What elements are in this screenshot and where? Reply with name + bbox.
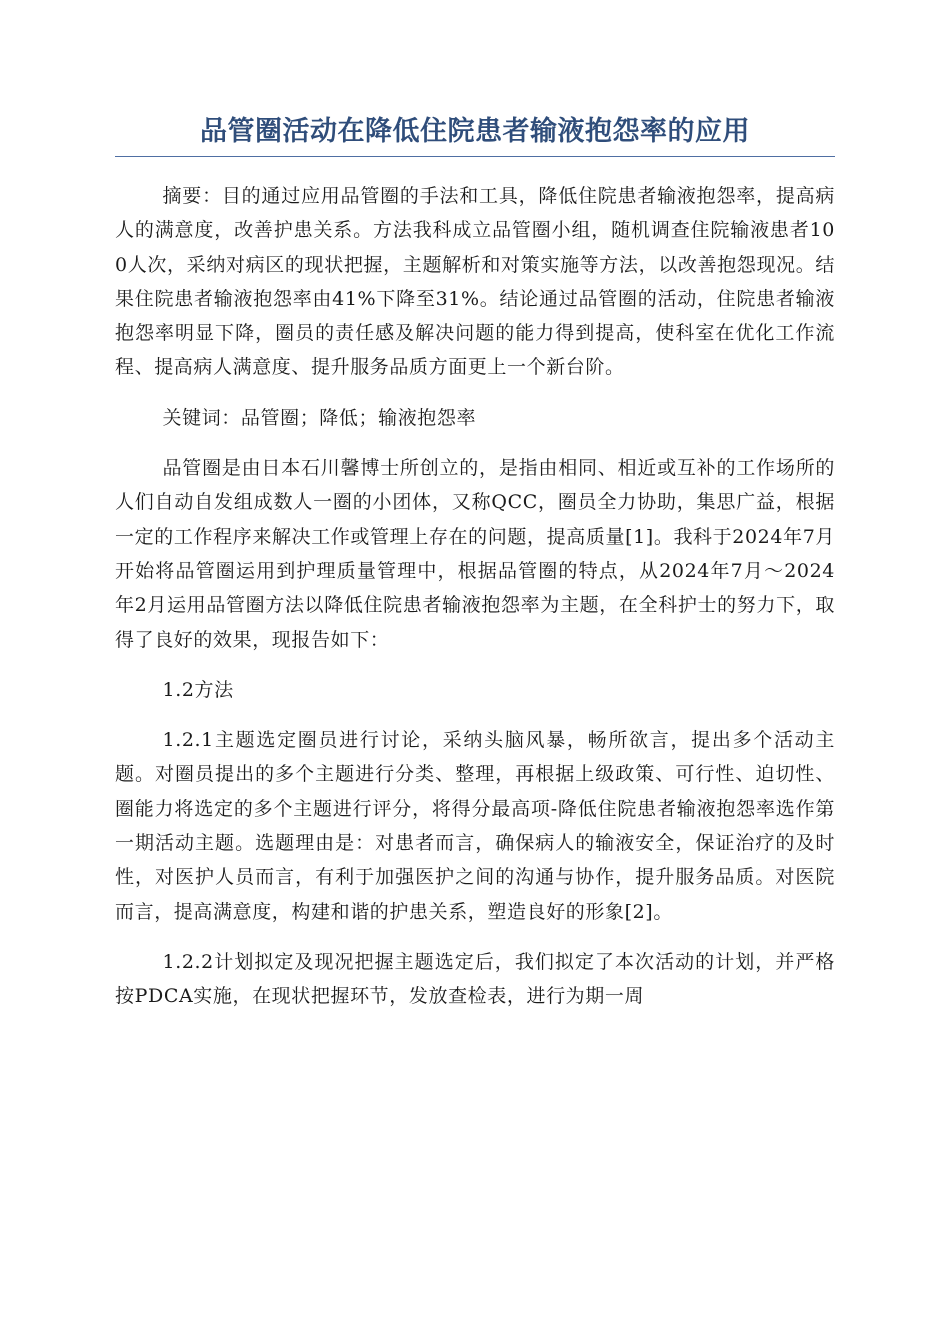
section-1-2-1-paragraph: 1.2.1主题选定圈员进行讨论，采纳头脑风暴，畅所欲言，提出多个活动主题。对圈员提出的多个主题进行分类、整理，再根据上级政策、可行性、迫切性、圈能力将选定的多个主题进行评分，将得分最高项-降低住院患者输液抱怨率选作第一期活动主题。选题理由是：对患者而言，确保病人的输液安全，保证治疗的及时性，对医护人员而言，有利于加强医护之间的沟通与协作，提升服务品质。对医院而言，提高满意度，构建和谐的护患关系，塑造良好的形象[2]。: [115, 729, 835, 923]
intro-paragraph: 品管圈是由日本石川馨博士所创立的，是指由相同、相近或互补的工作场所的人们自动自发组成数人一圈的小团体，又称QCC，圈员全力协助，集思广益，根据一定的工作程序来解决工作或管理上存在的问题，提高质量[1]。我科于2024年7月开始将品管圈运用到护理质量管理中，根据品管圈的特点，从2024年7月～2024年2月运用品管圈方法以降低住院患者输液抱怨率为主题，在全科护士的努力下，取得了良好的效果，现报告如下：: [115, 457, 835, 651]
section-1-2-2-paragraph: 1.2.2计划拟定及现况把握主题选定后，我们拟定了本次活动的计划，并严格按PDCA实施，在现状把握环节，发放查检表，进行为期一周: [115, 950, 835, 1008]
abstract-paragraph: 摘要：目的通过应用品管圈的手法和工具，降低住院患者输液抱怨率，提高病人的满意度，改善护患关系。方法我科成立品管圈小组，随机调查住院输液患者100人次，采纳对病区的现状把握，主题解析和对策实施等方法，以改善抱怨现况。结果住院患者输液抱怨率由41%下降至31%。结论通过品管圈的活动，住院患者输液抱怨率明显下降，圈员的责任感及解决问题的能力得到提高，使科室在优化工作流程、提高病人满意度、提升服务品质方面更上一个新台阶。: [115, 185, 835, 379]
document-title: 品管圈活动在降低住院患者输液抱怨率的应用: [115, 110, 835, 157]
keywords-paragraph: 关键词：品管圈；降低；输液抱怨率: [162, 406, 477, 429]
document-page: [115, 110, 835, 1014]
section-heading-methods: 1.2方法: [162, 678, 234, 701]
